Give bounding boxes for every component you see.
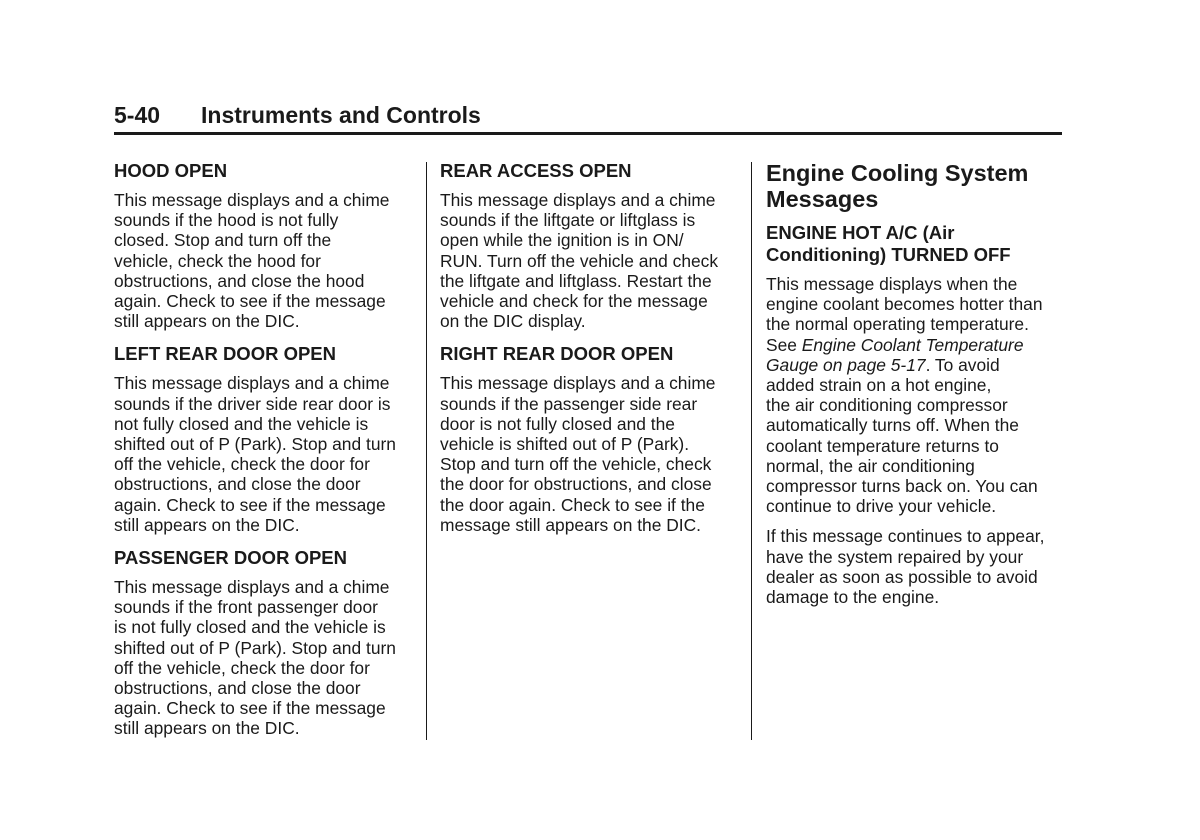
hood-open-text: This message displays and a chime sounds if the hood is not fully closed. Stop and turn off the vehicle, check the hood for obstructions, and close the hood again. Check to see if the message still appears on the DIC. <box>114 190 390 332</box>
page-header <box>114 100 1062 135</box>
rear-access-open-heading: REAR ACCESS OPEN <box>440 160 632 181</box>
left-rear-door-open-text: This message displays and a chime sounds if the driver side rear door is not fully closed and the vehicle is shifted out of P (Park). Stop and turn off the vehicle, check the door for obstructions, and close the door again. Check to see if the message still appears on the DIC. <box>114 373 396 535</box>
column-divider-1 <box>426 162 427 740</box>
passenger-door-open-heading: PASSENGER DOOR OPEN <box>114 547 348 569</box>
engine-cooling-system-messages-heading: Engine Cooling System Messages <box>766 160 1029 212</box>
rear-access-open-text: This message displays and a chime sounds if the liftgate or liftglass is open while the ignition is in ON/ RUN. Turn off the vehicle and check the liftgate and liftglass. Restart the vehicle and check for the message on the DIC display. <box>440 190 719 332</box>
coolant-gauge-reference: Engine Coolant Temperature <box>801 334 1024 355</box>
engine-hot-ac-text: This message displays when the engine coolant becomes hotter than the normal operating temperature. See Engine Coolant Temperature Gauge on page 5-17. To avoid added strain on a hot engine, the air conditioning compressor automatically turns off. When the coolant temperature returns to normal, the air conditioning compressor turns back on. You can continue to drive your vehicle. <box>766 274 1043 517</box>
right-rear-door-open-heading: RIGHT REAR DOOR OPEN <box>440 343 674 365</box>
coolant-gauge-page-reference: Gauge on page 5-17 <box>766 354 926 375</box>
column-2 <box>440 160 740 545</box>
column-divider-2 <box>751 162 752 740</box>
right-rear-door-open-text: This message displays and a chime sounds if the passenger side rear door is not fully closed and the vehicle is shifted out of P (Park). Stop and turn off the vehicle, check the door for obstructions, and close the door again. Check to see if the message still appears on the DIC. <box>440 373 716 535</box>
left-rear-door-open-heading: LEFT REAR DOOR OPEN <box>114 343 337 365</box>
column-1 <box>114 160 414 749</box>
page-number: 5-40 <box>114 102 161 128</box>
engine-hot-ac-continue-text: If this message continues to appear, have the system repaired by your dealer as soon as possible to avoid damage to the engine. <box>766 526 1045 608</box>
hood-open-heading: HOOD OPEN <box>114 160 228 181</box>
section-title: Instruments and Controls <box>201 102 481 128</box>
passenger-door-open-text: This message displays and a chime sounds if the front passenger door is not fully closed and the vehicle is shifted out of P (Park). Stop and turn off the vehicle, check the door for obstructions, and close the door again. Check to see if the message still appears on the DIC. <box>114 577 396 739</box>
column-3 <box>766 160 1066 617</box>
engine-hot-ac-turned-off-heading: ENGINE HOT A/C (Air Conditioning) TURNED OFF <box>766 222 1011 265</box>
